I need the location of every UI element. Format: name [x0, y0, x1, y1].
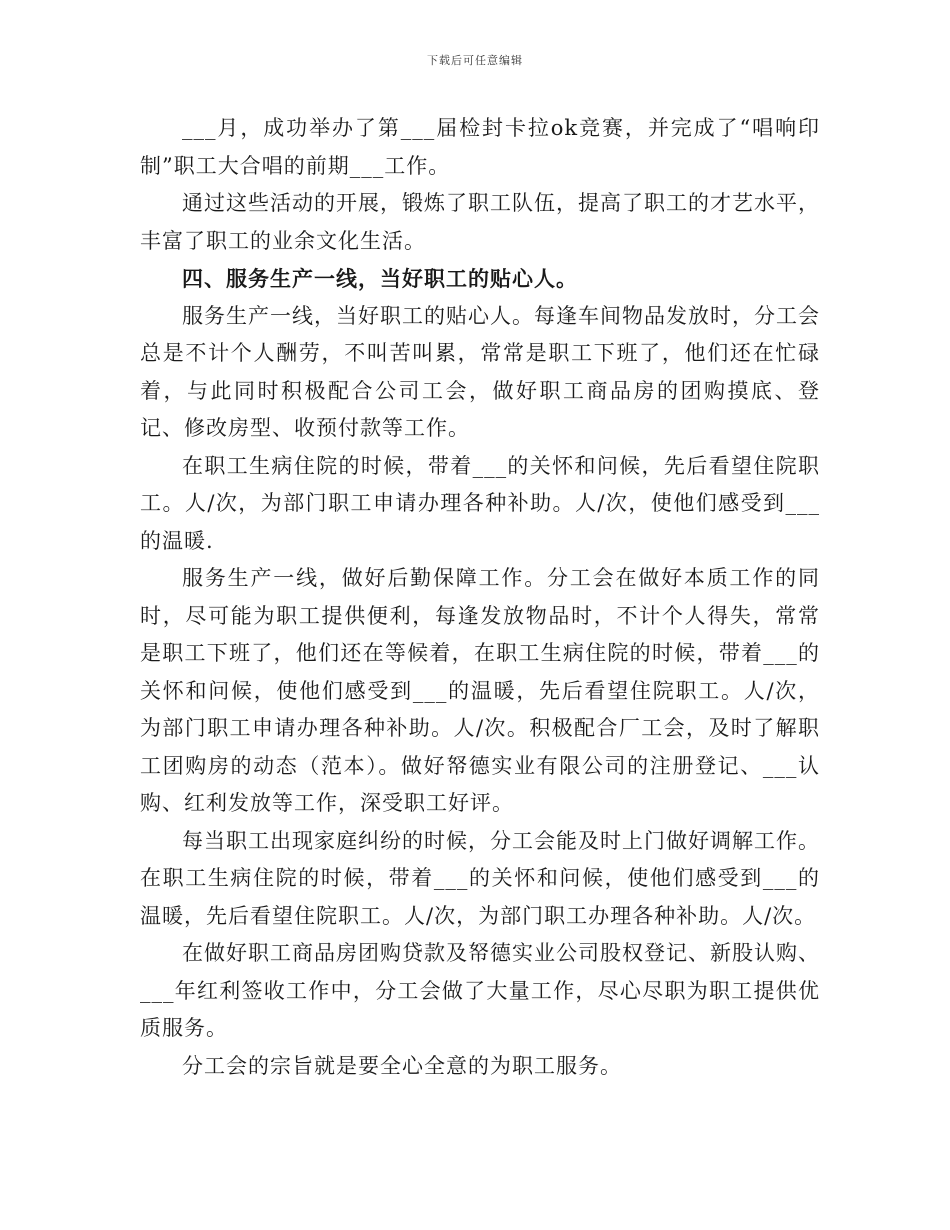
paragraph-service-3: 服务生产一线，做好后勤保障工作。分工会在做好本质工作的同时，尽可能为职工提供便利，每逢发放物品时，不计个人得失，常常是职工下班了，他们还在等候着，在职工生病住院的时候，带着___的关怀和问候，使他们感受到___的温暖，先后看望住院职工。人/次，为部门职工申请办理各种补助。人/次。积极配合厂工会，及时了解职工团购房的动态（范本）。做好帑德实业有限公司的注册登记、___认购、红利发放等工作，深受职工好评。 [140, 566, 820, 815]
document-body [140, 110, 820, 1085]
section-heading-4: 四、服务生产一线，当好职工的贴心人。 [182, 266, 578, 291]
paragraph-service-2: 在职工生病住院的时候，带着___的关怀和问候，先后看望住院职工。人/次，为部门职工申请办理各种补助。人/次，使他们感受到___的温暖. [140, 453, 820, 553]
paragraph-conclusion: 分工会的宗旨就是要全心全意的为职工服务。 [182, 1053, 622, 1078]
paragraph-activities-1: ___月，成功举办了第___届检封卡拉ok竞赛，并完成了“唱响印制”职工大合唱的前期___工作。 [140, 116, 820, 178]
paragraph-service-5: 在做好职工商品房团购贷款及帑德实业公司股权登记、新股认购、___年红利签收工作中，分工会做了大量工作，尽心尽职为职工提供优质服务。 [140, 941, 820, 1040]
paragraph-activities-2: 通过这些活动的开展，锻炼了职工队伍，提高了职工的才艺水平，丰富了职工的业余文化生活。 [140, 191, 820, 253]
paragraph-service-1: 服务生产一线，当好职工的贴心人。每逢车间物品发放时，分工会总是不计个人酬劳，不叫苦叫累，常常是职工下班了，他们还在忙碌着，与此同时积极配合公司工会，做好职工商品房的团购摸底、登记、修改房型、收预付款等工作。 [140, 303, 820, 440]
page-header: 下载后可任意编辑 [427, 54, 523, 67]
paragraph-service-4: 每当职工出现家庭纠纷的时候，分工会能及时上门做好调解工作。在职工生病住院的时候，带着___的关怀和问候，使他们感受到___的温暖，先后看望住院职工。人/次，为部门职工办理各种补助。人/次。 [140, 828, 820, 928]
